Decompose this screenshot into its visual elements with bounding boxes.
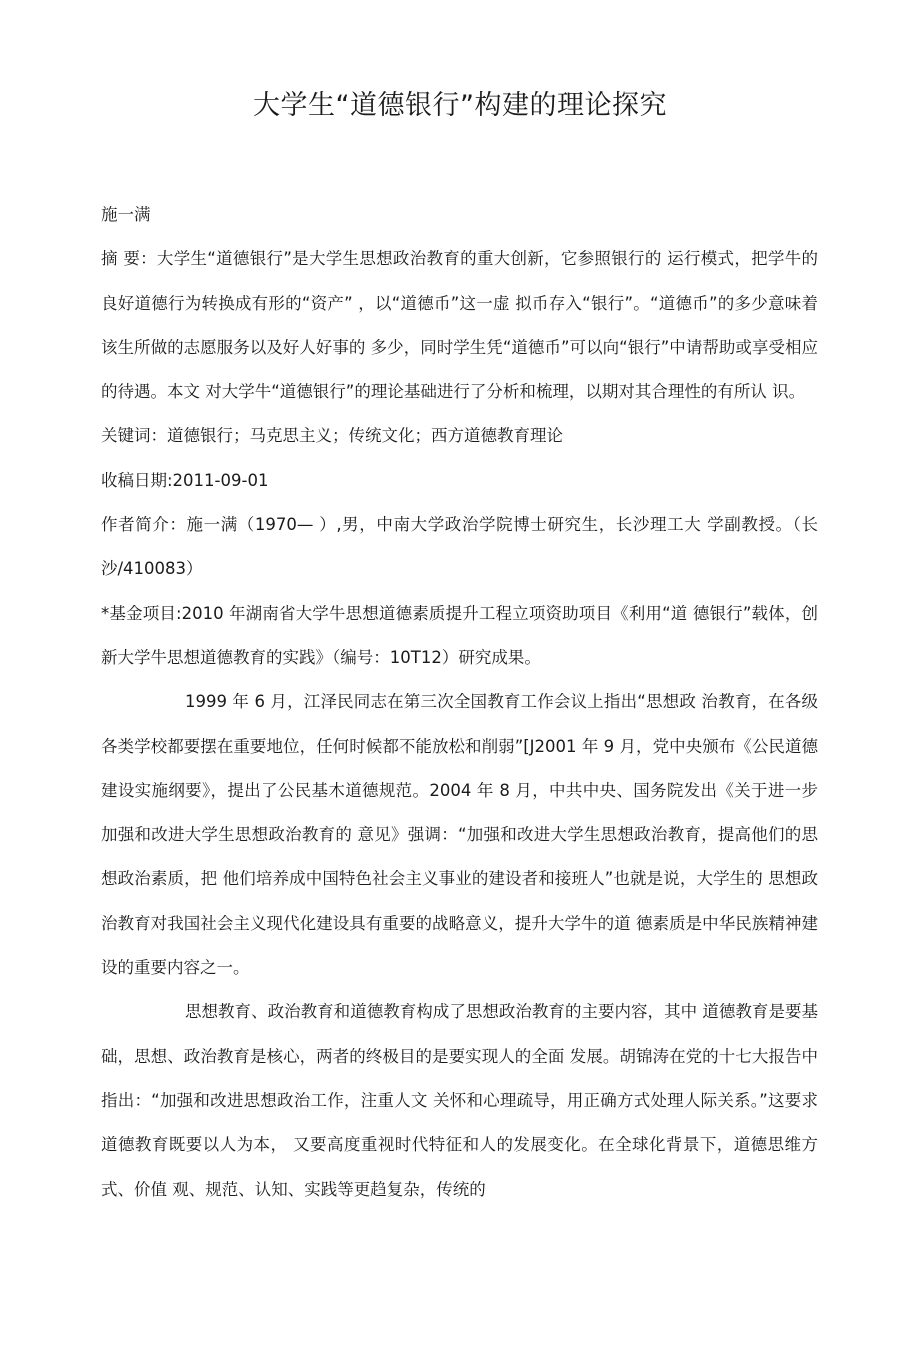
- abstract: 摘 要：大学生“道德银行”是大学生思想政治教育的重大创新，它参照银行的 运行模式，把学牛的良好道德行为转换成有形的“资产” ，以“道德币”这一虚 拟币存入“银行”。“道德币”的多少意味着该生所做的志愿服务以及好人好事的 多少，同时学生凭“道德币”可以向“银行”中请帮助或享受相应的待遇。本文 对大学牛“道德银行”的理论基础进行了分析和梳理，以期对其合理性的有所认 识。: [101, 249, 818, 402]
- document-title: 大学生“道德银行”构建的理论探究: [253, 90, 667, 121]
- body-paragraph-2: 思想教育、政治教育和道德教育构成了思想政治教育的主要内容，其中 道德教育是要基础，思想、政治教育是核心，两者的终极目的是要实现人的全面 发展。胡锦涛在党的十七大报告中指出：“加强和改进思想政治工作，注重人文 关怀和心理疏导，用正确方式处理人际关系。”这要求道德教育既要以人为本， 又要高度重视时代特征和人的发展变化。在全球化背景下，道德思维方式、价值 观、规范、认知、实践等更趋复杂，传统的: [101, 1002, 818, 1199]
- fund-note: *基金项目:2010 年湖南省大学牛思想道德素质提升工程立项资助项目《利用“道 德银行”载体，创新大学牛思想道德教育的实践》（编号：10T12）研究成果。: [101, 603, 818, 667]
- received-date: 收稿日期:2011-09-01: [101, 470, 269, 490]
- author-bio: 作者简介：施一满（1970— ）,男，中南大学政治学院博士研究生，长沙理工大 学副教授。（长沙/410083）: [101, 515, 818, 579]
- author-name: 施一满: [101, 205, 151, 224]
- body-paragraph-1: 1999 年 6 月，江泽民同志在第三次全国教育工作会议上指出“思想政 治教育，在各级各类学校都要摆在重要地位，任何时候都不能放松和削弱”[J2001 年 9 月，党中央颁布《公民道德建设实施纲要》，提出了公民基木道德规范。2004 年 8 月，中共中央、国务院发出《关于进一步加强和改进大学生思想政治教育的 意见》强调：“加强和改进大学生思想政治教育，提高他们的思想政治素质，把 他们培养成中国特色社会主义事业的建设者和接班人”也就是说，大学生的 思想政治教育对我国社会主义现代化建设具有重要的战略意义，提升大学牛的道 德素质是中华民族精神建设的重要内容之一。: [101, 692, 818, 978]
- document-body: [101, 193, 818, 1212]
- keywords: 关键词：道德银行；马克思主义；传统文化；西方道德教育理论: [101, 426, 563, 446]
